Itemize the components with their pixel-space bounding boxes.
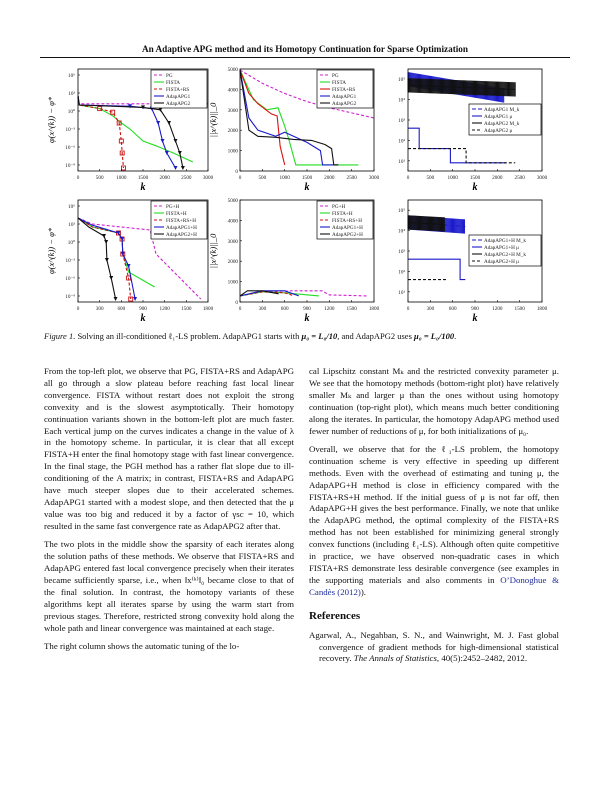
figure-caption — [44, 331, 570, 341]
x-axis-label: k — [140, 182, 146, 193]
x-tick-label: 500 — [426, 175, 435, 181]
data-point — [114, 297, 118, 301]
x-tick-label: 0 — [406, 175, 410, 181]
legend-label: PG+H — [166, 204, 180, 210]
legend — [317, 70, 373, 108]
reference-authors: Agarwal, A., Negahban, S. N., and Wainwright, M. J. Fast global convergence of gradient methods for high-dimensional statistical recovery. — [309, 629, 559, 664]
x-tick-label: 0 — [238, 306, 242, 312]
x-tick-label: 300 — [426, 306, 435, 312]
chart-bottom-left — [46, 200, 214, 324]
data-point — [102, 234, 106, 238]
legend-label: FISTA+RS — [166, 87, 190, 93]
series-line — [408, 149, 515, 163]
legend-label: FISTA — [166, 80, 180, 86]
x-tick-label: 300 — [258, 306, 267, 312]
y-tick-label: 10⁶ — [68, 73, 75, 79]
legend-label: AdapAPG1 — [332, 94, 357, 100]
y-tick-label: 10⁻³ — [65, 258, 75, 264]
paragraph — [309, 444, 559, 599]
y-tick-label: 1000 — [227, 279, 238, 286]
x-axis-label: k — [472, 182, 478, 193]
caption-math-1: μ₀ = L₀/10 — [301, 331, 338, 341]
legend-label: AdapAPG2+H M_k — [484, 252, 526, 258]
series-line — [408, 259, 465, 279]
x-tick-label: 0 — [238, 175, 242, 181]
x-tick-label: 0 — [76, 306, 80, 312]
legend-label: PG — [332, 73, 339, 79]
reference-item — [309, 630, 559, 666]
y-axis-label: φ(x^(k)) − φ* — [46, 96, 56, 144]
data-point — [174, 166, 178, 170]
paragraph-text: Overall, we observe that for the ℓ₁-LS problem, the homotopy continuation scheme is very effective in speeding up different methods. Even with the overhead of estimating and tuning μ, the AdapAPG+H method is close in efficiency compared with the FISTA+RS+H method. If the initial guess of μ is not far off, then AdapAPG+H gives the best performance. Finally, we note that unlike the AdapAPG method, the optimal complexity of the FISTA+RS method has not been established for minimizing general strongly convex functions (including ℓ₁-LS). Although often quite competitive in practice, we have observed non-quadratic cases in which FISTA+RS demonstrate less desirable convergence (see examples in the supporting materials and also comments in — [309, 443, 559, 585]
x-tick-label: 1500 — [346, 306, 357, 312]
x-tick-label: 2500 — [181, 175, 192, 181]
running-title: An Adaptive APG method and its Homotopy Continuation for Sparse Optimization — [141, 44, 469, 54]
y-tick-label: 3000 — [227, 238, 238, 245]
paragraph: From the top-left plot, we observe that PG, FISTA+RS and AdapAPG all go through a slow plateau before reaching fast local linear convergence. FISTA without restart does not exploit the strong convexity and is the slowest asymptotically. Their homotopy continuation variants shown in the bottom-left plot are much faster. Each vertical jump on the curves indicates a change in the value of λ in the homotopy scheme. In particular, it is clear that all except FISTA+H enter the final homotopy stage with fast linear convergence. In the final stage, the PGH method has a rather flat slope due to ill-conditioning of the A matrix; in contrast, FISTA+RS and AdapAPG have much steeper slopes due to their accelerated schemes. AdapAPG1 started with a modest slope, and then detected that the μ value was too big and reduced it by a factor of γsc = 10, which resulted in the same fast convergence rate as AdapAPG2 after that. — [44, 366, 294, 531]
x-tick-label: 600 — [448, 306, 457, 312]
x-tick-label: 1500 — [137, 175, 149, 181]
legend-label: AdapAPG2 — [332, 101, 357, 107]
data-point — [120, 237, 124, 241]
y-tick-label: 10⁴ — [398, 228, 405, 235]
x-axis-label: k — [304, 182, 310, 193]
y-tick-label: 10⁻⁹ — [65, 294, 75, 300]
y-tick-label: 2000 — [227, 259, 238, 266]
y-axis-label: ||x^(k)||_0 — [208, 233, 218, 269]
legend — [317, 201, 373, 239]
legend — [469, 104, 541, 135]
y-axis-label: φ(x^(k)) − φ* — [46, 227, 56, 275]
x-tick-label: 1200 — [159, 306, 170, 312]
references-heading: References — [309, 609, 361, 622]
paragraph-end: ). — [360, 586, 366, 597]
x-tick-label: 2000 — [324, 175, 335, 181]
legend — [151, 201, 207, 239]
x-axis-label: k — [472, 313, 478, 324]
series-line — [78, 218, 155, 287]
x-tick-label: 900 — [139, 306, 147, 312]
y-tick-label: 10⁵ — [398, 208, 405, 215]
y-tick-label: 10⁻⁶ — [65, 276, 75, 282]
y-tick-label: 10⁻⁹ — [65, 163, 75, 169]
y-axis-label: ||x^(k)||_0 — [208, 102, 218, 138]
x-tick-label: 0 — [76, 175, 80, 181]
y-tick-label: 4000 — [227, 87, 238, 94]
legend-label: AdapAPG1+H — [166, 225, 197, 231]
data-point — [181, 166, 185, 170]
caption-math-2: μ₀ = L₀/100 — [414, 331, 455, 341]
x-tick-label: 1500 — [301, 175, 313, 181]
legend-label: FISTA+RS+H — [166, 218, 196, 224]
legend-label: AdapAPG2+H — [166, 232, 197, 238]
legend-label: AdapAPG1 μ — [484, 114, 513, 120]
legend-label: AdapAPG2+H μ — [484, 259, 519, 265]
y-tick-label: 10⁻⁶ — [65, 145, 75, 151]
data-point — [174, 139, 178, 143]
x-tick-label: 600 — [280, 306, 289, 312]
legend-label: FISTA+RS — [332, 87, 356, 93]
plot-top-left — [40, 63, 215, 193]
chart-bottom-right — [398, 200, 548, 324]
data-point — [109, 276, 113, 280]
figure-1 — [40, 63, 570, 325]
y-tick-label: 10³ — [68, 222, 75, 228]
x-tick-label: 1200 — [492, 306, 503, 312]
y-tick-label: 10¹ — [398, 289, 405, 296]
y-tick-label: 2000 — [227, 128, 238, 135]
x-tick-label: 900 — [303, 306, 311, 312]
x-tick-label: 3000 — [368, 175, 380, 181]
data-point — [178, 151, 182, 155]
y-tick-label: 10² — [398, 269, 405, 276]
legend-label: FISTA+H — [332, 211, 353, 217]
chart-bottom-middle — [208, 198, 380, 324]
y-tick-label: 5000 — [227, 67, 238, 73]
y-tick-label: 10⁻³ — [65, 127, 75, 133]
x-tick-label: 500 — [95, 175, 104, 181]
legend-label: AdapAPG1 — [166, 94, 191, 100]
legend-label: AdapAPG1 M_k — [484, 107, 520, 113]
data-point — [121, 252, 125, 256]
chart-top-right — [398, 69, 548, 193]
y-tick-label: 4000 — [227, 218, 238, 225]
legend — [469, 235, 541, 266]
caption-label: Figure 1. — [44, 331, 76, 341]
legend-label: AdapAPG1+H μ — [484, 245, 519, 251]
y-tick-label: 10³ — [398, 118, 405, 124]
chart-top-left — [46, 69, 214, 193]
x-tick-label: 300 — [95, 306, 104, 312]
legend-label: AdapAPG2 μ — [484, 128, 513, 134]
data-point — [104, 240, 108, 244]
x-tick-label: 500 — [258, 175, 267, 181]
plot-bottom-middle — [208, 194, 386, 324]
y-tick-label: 0 — [235, 300, 238, 306]
y-tick-label: 10⁶ — [68, 204, 75, 210]
paragraph: cal Lipschitz constant Mₖ and the restricted convexity parameter μ. We see that the homotopy methods (bottom-right plot) have relatively smaller Mₖ and larger μ than the ones without using homotopy continuation (top-right plot), which means much better conditioning along the iterates. In particular, the homotopy AdapAPG method used fewer number of reductions of μ, for both initializations of μ₀. — [309, 366, 559, 436]
x-tick-label: 3000 — [202, 175, 214, 181]
paragraph: The right column shows the automatic tuning of the lo- — [44, 640, 240, 651]
data-point — [133, 297, 137, 301]
y-tick-label: 10⁰ — [67, 109, 75, 115]
x-tick-label: 1500 — [181, 306, 192, 312]
legend-label: FISTA — [332, 80, 346, 86]
x-tick-label: 2000 — [492, 175, 503, 181]
x-tick-label: 2500 — [346, 175, 357, 181]
legend-label: FISTA+RS+H — [332, 218, 362, 224]
title-rule — [40, 57, 570, 58]
y-tick-label: 0 — [235, 169, 238, 175]
plot-bottom-right — [386, 194, 566, 324]
legend-label: FISTA+H — [166, 211, 187, 217]
data-point — [156, 121, 160, 125]
plot-top-right — [386, 63, 566, 193]
legend — [151, 70, 207, 108]
legend-label: AdapAPG2 M_k — [484, 121, 520, 127]
paragraph: The two plots in the middle show the sparsity of each iterates along the solution paths of these methods. We observe that FISTA+RS and AdapAPG entered fast local convergence precisely when their iterates became sufficiently sparse, i.e., when ‖x⁽ᵏ⁾‖₀ became close to that of the final solution. In contrast, the homotopy variants of these algorithms kept all iterates sparse by using the warm start from previous stages. Therefore, restricted strong convexity hold along the whole path and linear convergence was maintained at each stage. — [44, 539, 294, 633]
x-tick-label: 2000 — [159, 175, 170, 181]
legend-label: AdapAPG2+H — [332, 232, 363, 238]
x-tick-label: 1800 — [202, 306, 214, 312]
legend-label: PG+H — [332, 204, 346, 210]
data-point — [105, 258, 109, 262]
caption-text: Solving an ill-conditioned ℓ₁-LS problem. AdapAPG1 starts with — [75, 331, 302, 341]
y-tick-label: 3000 — [227, 107, 238, 114]
legend-label: AdapAPG2 — [166, 101, 191, 107]
x-tick-label: 2500 — [514, 175, 525, 181]
y-tick-label: 10² — [398, 138, 405, 145]
x-tick-label: 600 — [117, 306, 126, 312]
caption-mid: , and AdapAPG2 uses — [337, 331, 415, 341]
legend-label: AdapAPG1+H M_k — [484, 238, 526, 244]
data-point — [161, 139, 165, 143]
reference-journal: The Annals of Statistics — [353, 653, 437, 664]
data-point — [167, 121, 171, 125]
x-tick-label: 0 — [406, 306, 410, 312]
x-tick-label: 1000 — [447, 175, 458, 181]
x-axis-label: k — [304, 313, 310, 324]
plot-bottom-left — [40, 194, 215, 324]
y-tick-label: 10⁵ — [398, 77, 405, 84]
y-tick-label: 5000 — [227, 198, 238, 204]
y-tick-label: 10⁰ — [67, 240, 75, 246]
x-axis-label: k — [140, 313, 146, 324]
plot-top-middle — [208, 63, 386, 193]
left-column — [44, 366, 294, 659]
x-tick-label: 1800 — [536, 306, 548, 312]
citation-link[interactable]: O’Donoghue & Candès (2012) — [309, 574, 559, 597]
caption-end: . — [454, 331, 457, 341]
x-tick-label: 900 — [471, 306, 479, 312]
y-tick-label: 10³ — [68, 91, 75, 97]
right-column — [309, 366, 559, 672]
x-tick-label: 1500 — [469, 175, 481, 181]
chart-top-middle — [208, 67, 380, 193]
x-tick-label: 1800 — [368, 306, 380, 312]
x-tick-label: 1500 — [514, 306, 525, 312]
legend-label: AdapAPG1+H — [332, 225, 363, 231]
x-tick-label: 1000 — [116, 175, 127, 181]
reference-details: , 40(5):2452–2482, 2012. — [436, 653, 528, 664]
x-tick-label: 1000 — [279, 175, 290, 181]
x-tick-label: 3000 — [536, 175, 548, 181]
y-tick-label: 10¹ — [398, 158, 405, 165]
y-tick-label: 10⁴ — [398, 97, 405, 104]
y-tick-label: 10³ — [398, 249, 405, 255]
legend-label: PG — [166, 73, 173, 79]
y-tick-label: 1000 — [227, 148, 238, 155]
x-tick-label: 1200 — [324, 306, 335, 312]
